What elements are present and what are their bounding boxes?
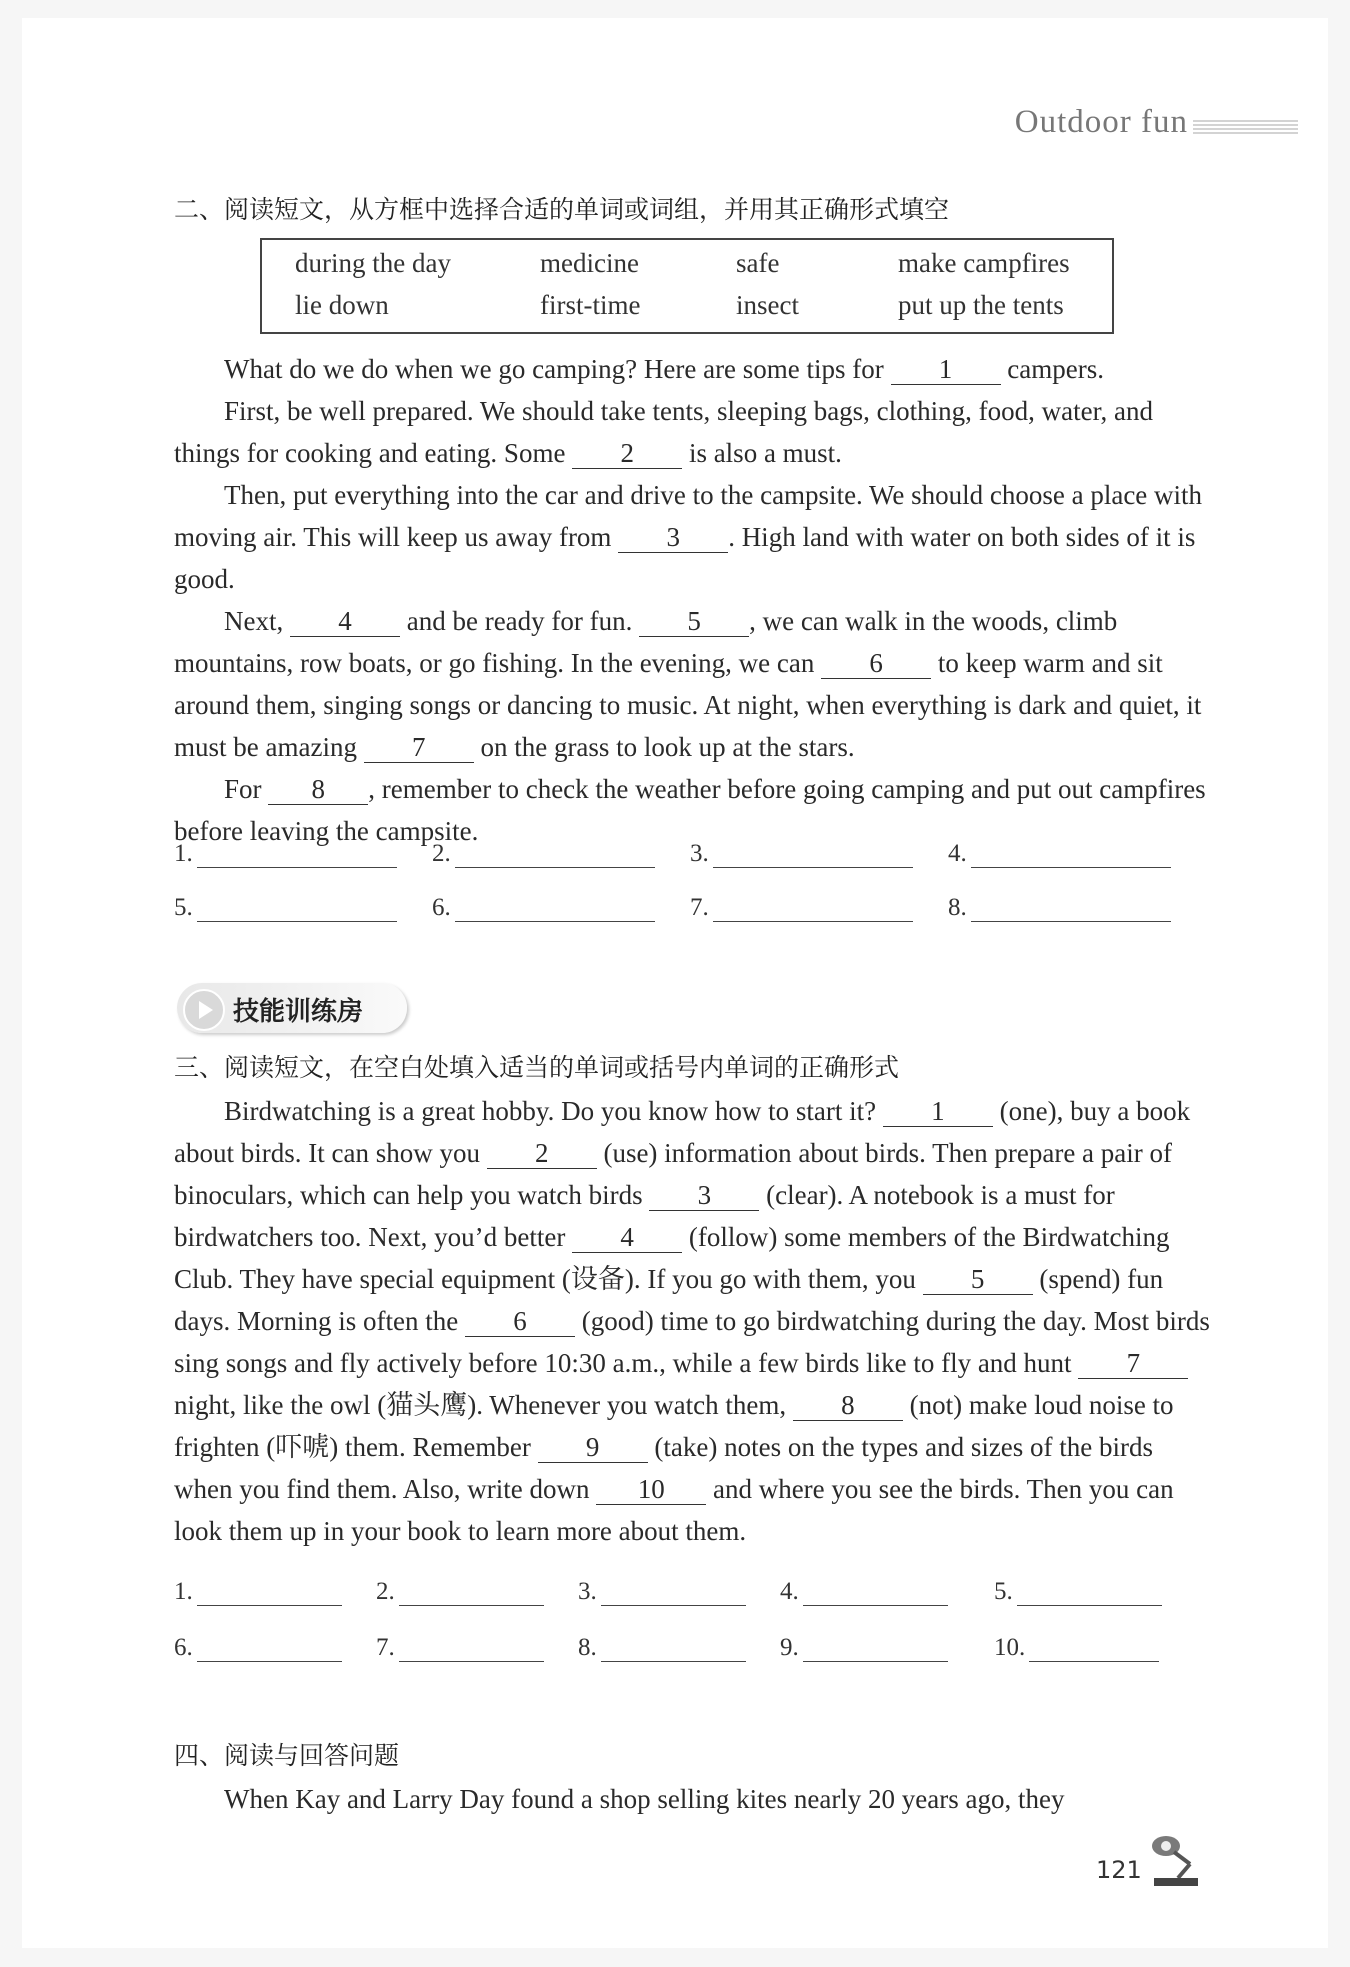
blank-6[interactable]: 6 <box>465 1306 575 1337</box>
blank-8[interactable]: 8 <box>793 1390 903 1421</box>
word-box-item: medicine <box>540 248 639 278</box>
section-3-passage <box>174 1090 1214 1552</box>
word-box-item: insect <box>736 290 799 320</box>
answer-item[interactable]: 5. <box>174 894 397 922</box>
paragraph: Birdwatching is a great hobby. Do you know how to start it? 1 (one), buy a book about birds. It can show you 2 (use) information about birds. Then prepare a pair of binoculars, which can help you watch birds 3 (clear). A notebook is a must for birdwatchers too. Next, you’d better 4 (follow) some members of the Birdwatching Club. They have special equipment (设备). If you go with them, you 5 (spend) fun days. Morning is often the 6 (good) time to go birdwatching during the day. Most birds sing songs and fly actively before 10:30 a.m., while a few birds like to fly and hunt 7 night, like the owl (猫头鹰). Whenever you watch them, 8 (not) make loud noise to frighten (吓唬) them. Remember 9 (take) notes on the types and sizes of the birds when you find them. Also, write down 10 and where you see the birds. Then you can look them up in your book to learn more about them. <box>174 1096 1210 1546</box>
answer-item[interactable]: 7. <box>690 894 913 922</box>
paragraph: Next, 4 and be ready for fun. 5 , we can walk in the woods, climb mountains, row boats, or go fishing. In the evening, we can 6 to keep warm and sit around them, singing songs or dancing to music. At night, when everything is dark and quiet, it must be amazing 7 on the grass to look up at the stars. <box>174 606 1202 762</box>
section-4-passage <box>174 1778 1214 1820</box>
section-2-heading: 二、阅读短文，从方框中选择合适的单词或词组，并用其正确形式填空 <box>174 195 950 224</box>
unit-title: Outdoor fun <box>1014 104 1188 140</box>
paragraph: What do we do when we go camping? Here are some tips for 1 campers. <box>224 354 1104 384</box>
word-box-item: safe <box>736 248 780 278</box>
answer-item[interactable]: 2. <box>376 1578 544 1606</box>
paragraph: Then, put everything into the car and drive to the campsite. We should choose a place with moving air. This will keep us away from 3 . High land with water on both sides of it is good. <box>174 480 1203 594</box>
paragraph: When Kay and Larry Day found a shop selling kites nearly 20 years ago, they <box>224 1784 1065 1814</box>
blank-9[interactable]: 9 <box>538 1432 648 1463</box>
word-box <box>260 238 1114 334</box>
play-icon <box>183 989 225 1031</box>
blank-4[interactable]: 4 <box>290 606 400 637</box>
answer-item[interactable]: 4. <box>780 1578 948 1606</box>
section-3-heading: 三、阅读短文，在空白处填入适当的单词或括号内单词的正确形式 <box>174 1053 900 1082</box>
blank-7[interactable]: 7 <box>1078 1348 1188 1379</box>
answer-item[interactable]: 4. <box>948 840 1171 868</box>
page-number: 121 <box>1096 1856 1142 1884</box>
word-box-item: make campfires <box>898 248 1070 278</box>
answer-item[interactable]: 6. <box>174 1634 342 1662</box>
answer-item[interactable]: 10. <box>994 1634 1159 1662</box>
word-box-item: during the day <box>295 248 451 278</box>
answer-item[interactable]: 8. <box>948 894 1171 922</box>
answer-item[interactable]: 1. <box>174 1578 342 1606</box>
answer-item[interactable]: 2. <box>432 840 655 868</box>
blank-1[interactable]: 1 <box>891 354 1001 385</box>
blank-5[interactable]: 5 <box>923 1264 1033 1295</box>
answer-item[interactable]: 5. <box>994 1578 1162 1606</box>
blank-10[interactable]: 10 <box>596 1474 706 1505</box>
answer-item[interactable]: 1. <box>174 840 397 868</box>
blank-2[interactable]: 2 <box>572 438 682 469</box>
blank-4[interactable]: 4 <box>572 1222 682 1253</box>
blank-7[interactable]: 7 <box>364 732 474 763</box>
paragraph: For 8 , remember to check the weather before going camping and put out campfires before leaving the campsite. <box>174 774 1206 846</box>
header-decoration <box>1193 120 1298 134</box>
blank-3[interactable]: 3 <box>618 522 728 553</box>
word-box-item: first-time <box>540 290 641 320</box>
answer-item[interactable]: 3. <box>578 1578 746 1606</box>
blank-2[interactable]: 2 <box>487 1138 597 1169</box>
section-4-heading: 四、阅读与回答问题 <box>174 1741 400 1770</box>
blank-5[interactable]: 5 <box>639 606 749 637</box>
skills-banner-label: 技能训练房 <box>233 997 364 1027</box>
blank-8[interactable]: 8 <box>268 774 368 805</box>
skills-banner <box>177 983 407 1033</box>
answer-item[interactable]: 8. <box>578 1634 746 1662</box>
word-box-item: put up the tents <box>898 290 1064 320</box>
answer-item[interactable]: 6. <box>432 894 655 922</box>
answer-item[interactable]: 3. <box>690 840 913 868</box>
answer-item[interactable]: 9. <box>780 1634 948 1662</box>
answer-item[interactable]: 7. <box>376 1634 544 1662</box>
blank-3[interactable]: 3 <box>649 1180 759 1211</box>
desk-lamp-icon <box>1144 1830 1204 1890</box>
workbook-page <box>22 18 1328 1948</box>
word-box-item: lie down <box>295 290 389 320</box>
section-2-passage <box>174 348 1214 852</box>
blank-6[interactable]: 6 <box>821 648 931 679</box>
paragraph: First, be well prepared. We should take tents, sleeping bags, clothing, food, water, and things for cooking and eating. Some 2 is also a must. <box>174 396 1154 468</box>
blank-1[interactable]: 1 <box>883 1096 993 1127</box>
